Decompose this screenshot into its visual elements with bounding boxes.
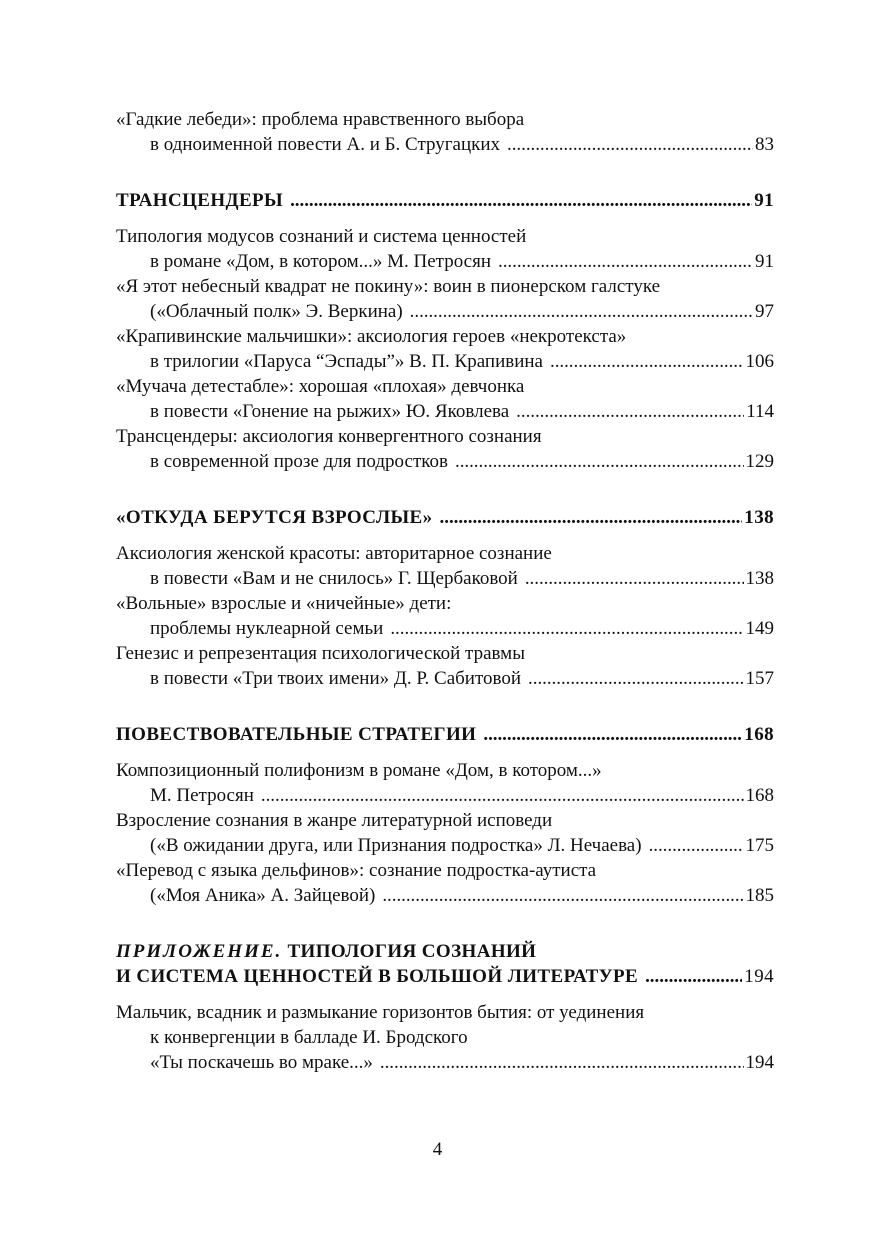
section-heading: «ОТКУДА БЕРУТСЯ ВЗРОСЛЫЕ» . . . 138 [116,505,774,530]
leader-dots [483,722,742,747]
leader-dots [649,833,744,858]
entry-title: Генезис и репрезентация психологической травмы [116,643,525,664]
entry-title: «Мучача детестабле»: хорошая «плохая» девчонка [116,376,525,397]
toc-entry [116,107,774,157]
entry-title-cont: в одноименной повести А. и Б. Стругацких [150,134,501,155]
leader-dots [290,188,752,213]
entry-title-cont: в повести «Гонение на рыжих» Ю. Яковлева [150,401,510,422]
section-title: ТИПОЛОГИЯ СОЗНАНИЙ [287,941,537,962]
page-number: 91 [755,251,774,272]
page-footer-number: 4 [432,1139,443,1160]
entry-title: «Я этот небесный квадрат не покину»: воин в пионерском галстуке [116,276,661,297]
page-number: 106 [745,351,774,372]
page-number: 185 [745,885,774,906]
toc-entry [116,374,774,424]
entry-title-cont: в трилогии «Паруса “Эспады”» В. П. Крапивина [150,351,543,372]
section-heading-cont: И СИСТЕМА ЦЕННОСТЕЙ В БОЛЬШОЙ ЛИТЕРАТУРЕ . . . 194 [116,964,774,989]
leader-dots [440,505,743,530]
entry-title-cont: («В ожидании друга, или Признания подростка» Л. Нечаева) [150,835,642,856]
page-number: 157 [745,668,774,689]
entry-title: «Перевод с языка дельфинов»: сознание подростка-аутиста [116,860,597,881]
toc-entry [116,224,774,274]
entry-title-cont: («Моя Аника» А. Зайцевой) [150,885,376,906]
toc-entry [116,1000,774,1075]
toc-entry [116,858,774,908]
entry-title-cont: проблемы нуклеарной семьи [150,618,384,639]
leader-dots [498,249,753,274]
page-number: 149 [745,618,774,639]
leader-dots [507,132,753,157]
page-number: 168 [745,785,774,806]
leader-dots [516,399,744,424]
entry-title-cont: М. Петросян [150,785,254,806]
leader-dots [528,666,743,691]
page-number: 168 [744,724,774,745]
page-number: 83 [755,134,774,155]
toc-entry [116,541,774,591]
section-heading: ПОВЕСТВОВАТЕЛЬНЫЕ СТРАТЕГИИ . . . 168 [116,722,774,747]
leader-dots [525,566,744,591]
entry-title: Мальчик, всадник и размыкание горизонтов бытия: от уединения [116,1002,645,1023]
entry-title-cont: в повести «Вам и не снилось» Г. Щербаковой [150,568,518,589]
entry-title: «Крапивинские мальчишки»: аксиология героев «некротекста» [116,326,627,347]
entry-title-cont: в современной прозе для подростков [150,451,448,472]
page-number: 194 [745,1052,774,1073]
section-heading: ТРАНСЦЕНДЕРЫ . . . 91 [116,188,774,213]
page-number: 175 [745,835,774,856]
page-number: 194 [744,966,774,987]
leader-dots [645,964,742,989]
entry-title: Трансцендеры: аксиология конвергентного сознания [116,426,542,447]
leader-dots [390,616,743,641]
entry-title: Типология модусов сознаний и система ценностей [116,226,527,247]
toc-entry [116,424,774,474]
entry-title: Композиционный полифонизм в романе «Дом, в котором...» [116,760,602,781]
leader-dots [382,883,743,908]
page-number: 138 [745,568,774,589]
toc-entry [116,758,774,808]
toc-entry [116,274,774,324]
leader-dots [410,299,753,324]
entry-title-cont: к конвергенции в балладе И. Бродского [150,1027,468,1048]
entry-title: «Вольные» взрослые и «ничейные» дети: [116,593,452,614]
toc-entry [116,808,774,858]
entry-title: Аксиология женской красоты: авторитарное сознание [116,543,552,564]
entry-title-cont: в романе «Дом, в котором...» М. Петросян [150,251,492,272]
page-number: 114 [746,401,774,422]
leader-dots [550,349,744,374]
entry-title: Взросление сознания в жанре литературной исповеди [116,810,553,831]
entry-title-cont: («Облачный полк» Э. Веркина) [150,301,403,322]
page-number: 138 [744,507,774,528]
toc-entry [116,591,774,641]
section-heading [116,939,774,964]
page-number: 97 [755,301,774,322]
toc-entry [116,324,774,374]
entry-title-cont: в повести «Три твоих имени» Д. Р. Сабитовой [150,668,522,689]
leader-dots [455,449,744,474]
leader-dots [380,1050,744,1075]
appendix-label: ПРИЛОЖЕНИЕ. [116,941,283,962]
entry-title: «Гадкие лебеди»: проблема нравственного выбора [116,109,525,130]
entry-title-cont: «Ты поскачешь во мраке...» [150,1052,373,1073]
page-number: 91 [754,190,774,211]
page-number: 129 [745,451,774,472]
table-of-contents [116,107,774,1075]
leader-dots [261,783,744,808]
toc-entry [116,641,774,691]
